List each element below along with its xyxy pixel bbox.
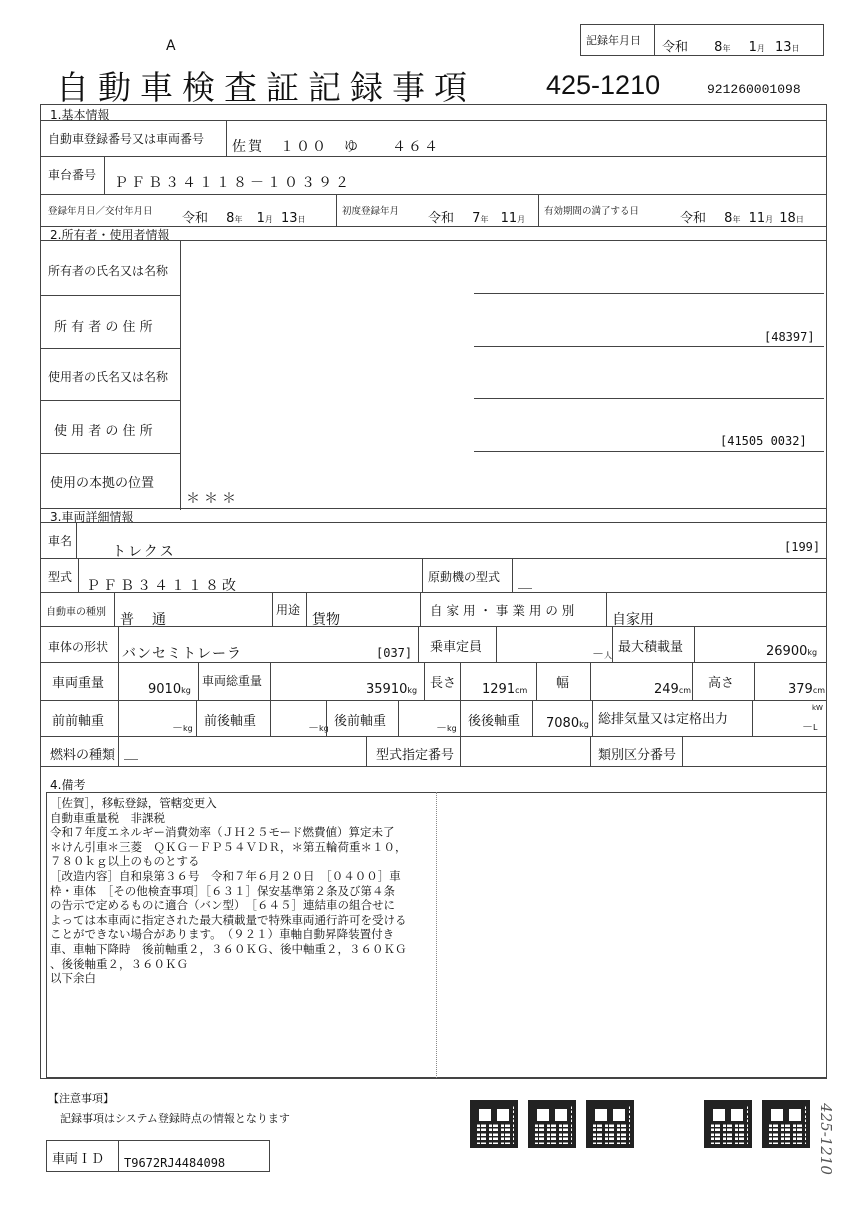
remarks-line: 車、車軸下降時 後前軸重２，３６０ＫＧ、後中軸重２，３６０ＫＧ bbox=[50, 941, 407, 956]
remarks-line: の告示で定めるものに適合（バン型） ［６４５］連結車の組合せに bbox=[50, 898, 395, 913]
rf-axle-value: －kg bbox=[436, 721, 457, 734]
kind-label: 自動車の種別 bbox=[46, 607, 106, 618]
max-load-value: 26900kg bbox=[766, 644, 818, 659]
fr-axle-value: －kg bbox=[308, 721, 329, 734]
remarks-line: 令和７年度エネルギー消費効率（ＪＨ２５モード燃費値）算定未了 bbox=[50, 825, 395, 840]
rf-axle-label: 後前軸重 bbox=[334, 714, 387, 729]
weight-label: 車両重量 bbox=[52, 676, 105, 691]
first-reg-value: 令和 7年 11月 bbox=[428, 211, 526, 226]
first-reg-label: 初度登録年月 bbox=[342, 206, 400, 217]
capacity-label: 乗車定員 bbox=[430, 640, 483, 655]
qr-code-icon bbox=[470, 1100, 518, 1148]
record-date-label: 記録年月日 bbox=[586, 34, 641, 47]
chassis-label: 車台番号 bbox=[48, 168, 97, 182]
displacement-label: 総排気量又は定格出力 bbox=[598, 712, 729, 727]
displacement-value: －L bbox=[802, 720, 818, 733]
width-label: 幅 bbox=[556, 676, 570, 691]
qr-code-icon bbox=[762, 1100, 810, 1148]
base-location-label: 使用の本拠の位置 bbox=[50, 476, 155, 491]
qr-code-icon bbox=[586, 1100, 634, 1148]
remarks-line: ［改造内容］自和泉第３６号 令和７年６月２０日 ［０４００］車 bbox=[50, 868, 401, 883]
remarks-line: 以下余白 bbox=[50, 971, 96, 986]
rr-axle-label: 後後軸重 bbox=[468, 714, 521, 729]
remarks-line: 、後後軸重２，３６０ＫＧ bbox=[50, 956, 188, 971]
base-location-value: ＊＊＊ bbox=[186, 491, 240, 507]
user-name-label: 使用者の氏名又は名称 bbox=[48, 370, 169, 384]
rr-axle-value: 7080kg bbox=[546, 716, 589, 731]
reg-date-label: 登録年月日／交付年月日 bbox=[48, 206, 153, 217]
reg-number-label: 自動車登録番号又は車両番号 bbox=[48, 132, 205, 146]
serial-number: 921260001098 bbox=[707, 82, 801, 97]
class-number-label: 類別区分番号 bbox=[598, 748, 677, 763]
private-commercial-value: 自家用 bbox=[612, 612, 654, 628]
section2-title: 2.所有者・使用者情報 bbox=[50, 228, 170, 242]
remarks-line: ＊けん引車＊三菱 ＱＫＧ－ＦＰ５４ＶＤＲ，＊第五輪荷重＊１０， bbox=[50, 839, 407, 854]
vehicle-id-label: 車両ＩＤ bbox=[52, 1152, 105, 1167]
remarks-line: ことができない場合があります。 （９２１）車軸自動昇降装置付き bbox=[50, 927, 395, 942]
section3-title: 3.車両詳細情報 bbox=[50, 510, 134, 524]
model-label: 型式 bbox=[48, 570, 73, 584]
remarks-text bbox=[50, 796, 407, 986]
body-shape-value: バンセミトレーラ bbox=[122, 646, 242, 662]
user-address-label: 使 用 者 の 住 所 bbox=[54, 424, 153, 439]
use-label: 用途 bbox=[276, 603, 301, 617]
record-number: 425-1210 bbox=[546, 70, 661, 100]
qr-code-icon bbox=[528, 1100, 576, 1148]
chassis-value: ＰＦＢ３４１１８－１０３９２ bbox=[114, 175, 352, 191]
expiry-value: 令和 8年 11月 18日 bbox=[680, 211, 804, 226]
corner-mark: A bbox=[166, 38, 176, 54]
capacity-value: －人 bbox=[592, 647, 613, 661]
handwritten-note: 425-1210 bbox=[816, 1103, 835, 1175]
car-name-code: [199] bbox=[784, 540, 821, 554]
private-commercial-label: 自 家 用 ・ 事 業 用 の 別 bbox=[430, 603, 575, 618]
remarks-line: ［佐賀］，移転登録，管轄変更入 bbox=[50, 796, 217, 810]
use-value: 貨物 bbox=[312, 612, 340, 628]
max-load-label: 最大積載量 bbox=[618, 640, 684, 655]
notice-text: 記録事項はシステム登録時点の情報となります bbox=[60, 1112, 290, 1125]
model-value: ＰＦＢ３４１１８改 bbox=[86, 578, 239, 594]
ff-axle-value: －kg bbox=[172, 721, 193, 734]
reg-date-value: 令和 8年 1月 13日 bbox=[182, 211, 306, 226]
reg-number-value: 佐賀 １００ ゆ ４６４ bbox=[232, 139, 440, 155]
section1-title: 1.基本情報 bbox=[50, 108, 110, 122]
gross-weight-label: 車両総重量 bbox=[202, 674, 263, 688]
car-name-label: 車名 bbox=[48, 534, 73, 548]
owner-address-label: 所 有 者 の 住 所 bbox=[54, 320, 153, 335]
length-label: 長さ bbox=[430, 676, 457, 691]
height-label: 高さ bbox=[708, 676, 735, 691]
remarks-line: よっては本車両に指定された最大積載量で特殊車両通行許可を受ける bbox=[50, 912, 407, 927]
remarks-line: ７８０ｋｇ以上のものとする bbox=[50, 854, 200, 869]
car-name-value: トレクス bbox=[112, 544, 176, 560]
user-address-code: [41505 0032] bbox=[720, 434, 807, 448]
owner-name-label: 所有者の氏名又は名称 bbox=[48, 264, 169, 278]
remarks-line: 自動車重量税 非課税 bbox=[50, 810, 165, 825]
engine-value: ＿ bbox=[518, 575, 534, 591]
expiry-label: 有効期間の満了する日 bbox=[544, 206, 640, 217]
vehicle-id-value: T9672RJ4484098 bbox=[124, 1156, 226, 1170]
body-shape-code: [037] bbox=[376, 646, 413, 660]
section4-title: 4.備考 bbox=[50, 778, 86, 792]
remarks-line: 枠・車体 ［その他検査事項］［６３１］保安基準第２条及び第４条 bbox=[50, 883, 395, 898]
notice-title: 【注意事項】 bbox=[48, 1092, 114, 1105]
length-value: 1291cm bbox=[482, 682, 528, 697]
page-title: 自動車検査証記録事項 bbox=[56, 68, 476, 107]
ff-axle-label: 前前軸重 bbox=[52, 714, 105, 729]
type-designation-label: 型式指定番号 bbox=[376, 748, 455, 763]
engine-label: 原動機の型式 bbox=[428, 570, 501, 584]
width-value: 249cm bbox=[654, 682, 692, 697]
height-value: 379cm bbox=[788, 682, 826, 697]
owner-address-code: [48397] bbox=[764, 330, 815, 344]
displacement-unit-kw: kW bbox=[812, 704, 823, 712]
body-shape-label: 車体の形状 bbox=[48, 640, 109, 654]
kind-value: 普 通 bbox=[120, 612, 168, 628]
fuel-value: ＿ bbox=[124, 746, 140, 762]
fr-axle-label: 前後軸重 bbox=[204, 714, 257, 729]
gross-weight-value: 35910kg bbox=[366, 682, 418, 697]
record-date-value: 令和 8年 1月 13日 bbox=[662, 40, 800, 55]
weight-value: 9010kg bbox=[148, 682, 191, 697]
qr-code-icon bbox=[704, 1100, 752, 1148]
fuel-label: 燃料の種類 bbox=[50, 748, 116, 763]
